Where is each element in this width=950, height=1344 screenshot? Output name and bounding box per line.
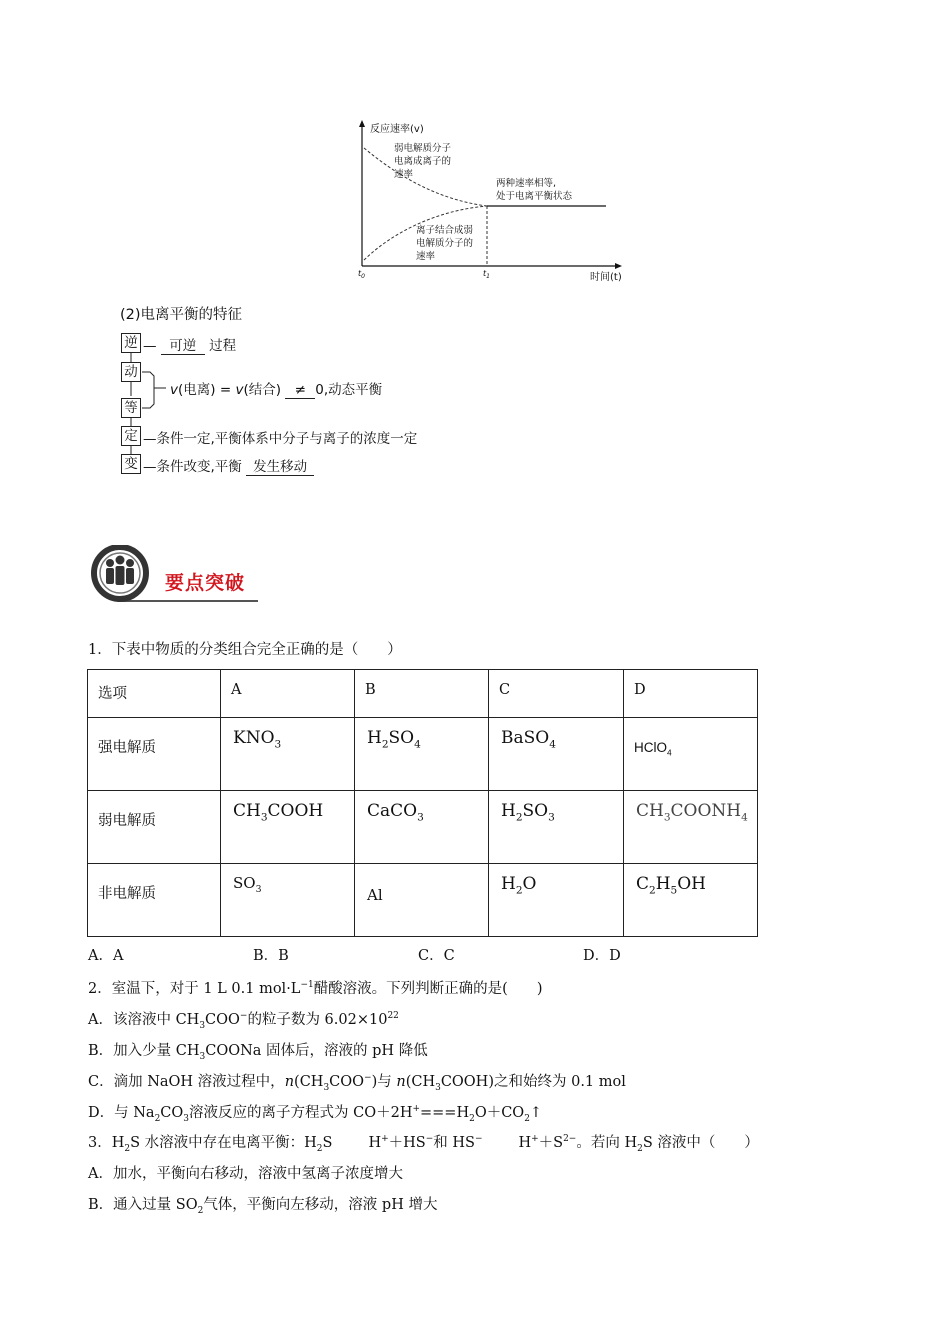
table-cell: HClO$_4$ [624, 718, 758, 791]
table-cell: $H_2SO_4$ [355, 718, 489, 791]
equilibrium-label: 两种速率相等, 处于电离平衡状态 [496, 178, 573, 202]
table-row [88, 718, 758, 791]
table-row-label: 强电解质 [88, 718, 221, 791]
table-cell: Al [355, 864, 489, 937]
q1-option-c: C．C [418, 948, 455, 964]
feature-box-fixed: 定 [121, 426, 141, 446]
feature-box-equal: 等 [121, 398, 141, 418]
combination-rate-label: 离子结合成弱 电解质分子的 速率 [416, 225, 474, 262]
table-cell: CaCO$_3$ [355, 791, 489, 864]
y-axis-arrow [359, 120, 365, 127]
feature-change-line: —条件改变,平衡 发生移动 [143, 455, 314, 476]
table-row [88, 864, 758, 937]
y-axis-label: 反应速率(v) [370, 124, 424, 135]
ionization-rate-label: 弱电解质分子 电离成离子的 速率 [394, 143, 452, 180]
section-title: 要点突破 [165, 572, 246, 594]
table-header-cell: 选项 [88, 670, 221, 718]
feature-box-dynamic: 动 [121, 362, 141, 382]
table-cell: $CH_3COOH$ [221, 791, 355, 864]
table-row-label: 弱电解质 [88, 791, 221, 864]
q1-option-b: B．B [253, 948, 289, 964]
feature-fixed-line: —条件一定,平衡体系中分子与离子的浓度一定 [143, 431, 418, 447]
table-cell: $SO_3$ [221, 864, 355, 937]
q2-option-d: D．与 $Na_2CO_3$溶液反应的离子方程式为 $CO+2H^+===H_2O+CO_2↑$ [88, 1104, 543, 1124]
table-cell: $CH_3COONH_4$ [624, 791, 758, 864]
q2-option-a: A．该溶液中 $CH_3COO^-$的粒子数为 $6.02\times 10^{22}$ [88, 1011, 399, 1031]
q3-option-b: B．通入过量 $SO_2$气体，平衡向左移动，溶液 pH 增大 [88, 1197, 438, 1216]
q2-option-c: C．滴加 NaOH 溶液过程中，$n(CH_3COO^-)$与 $n(CH_3COOH)$之和始终为 0.1 mol [88, 1073, 626, 1093]
t1-label: $t_1$ [483, 269, 490, 280]
table-header-cell: B [355, 670, 489, 718]
t0-label: $t_0$ [358, 269, 365, 280]
table-header-cell: D [624, 670, 758, 718]
table-header-cell: C [489, 670, 624, 718]
table-row [88, 791, 758, 864]
table-row [88, 670, 758, 718]
ionization-rate-chart [350, 118, 640, 286]
table-cell: BaSO$_4$ [489, 718, 624, 791]
q2-stem: 2．室温下，对于 1 L 0.1 $mol\cdot L^{-1}$醋酸溶液。下列判断正确的是( ) [88, 980, 543, 997]
table-cell: $H_2SO_3$ [489, 791, 624, 864]
feature-reverse-line: — 可逆 过程 [143, 334, 236, 355]
q2-option-b: B．加入少量 $CH_3COONa$ 固体后，溶液的 pH 降低 [88, 1043, 428, 1062]
feature-box-change: 变 [121, 454, 141, 474]
q1-option-d: D．D [583, 948, 621, 964]
table-cell: $C_2H_5OH$ [624, 864, 758, 937]
classification-table [87, 669, 758, 937]
table-row-label: 非电解质 [88, 864, 221, 937]
q1-option-a: A．A [88, 948, 124, 964]
feature-equal-line: v(电离) = v(结合) ≠ 0,动态平衡 [170, 382, 383, 398]
table-header-cell: A [221, 670, 355, 718]
x-axis-label: 时间(t) [590, 272, 622, 283]
x-axis-arrow [615, 263, 622, 269]
q3-option-a: A．加水，平衡向右移动，溶液中氢离子浓度增大 [88, 1166, 403, 1182]
q3-stem: 3．$H_2S$ 水溶液中存在电离平衡：$H_2S$ H+＋HS−和 HS− $H^++S^{2-}$。若向 $H_2S$ 溶液中（ ） [88, 1134, 759, 1154]
features-heading: (2)电离平衡的特征 [120, 307, 243, 323]
table-cell: $KNO_3$ [221, 718, 355, 791]
table-cell: $H_2O$ [489, 864, 624, 937]
feature-box-reverse: 逆 [121, 333, 141, 353]
q1-stem: 1．下表中物质的分类组合完全正确的是（ ） [88, 642, 402, 658]
